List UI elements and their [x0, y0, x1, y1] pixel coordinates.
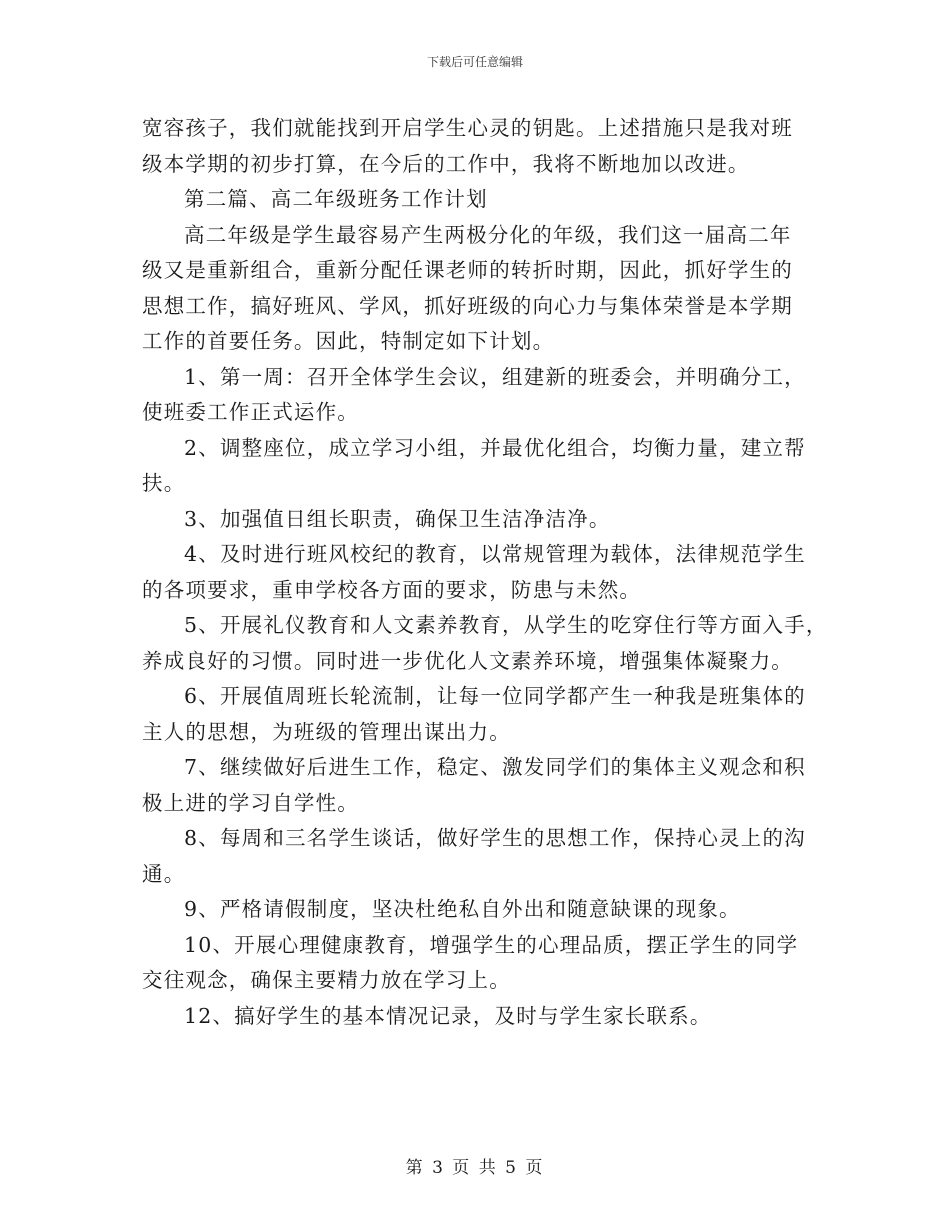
document-body: [142, 111, 832, 1034]
list-item-line: 6、开展值周班长轮流制，让每一位同学都产生一种我是班集体的: [184, 684, 806, 708]
paragraph-line: 宽容孩子，我们就能找到开启学生心灵的钥匙。上述措施只是我对班: [142, 116, 793, 140]
list-item-line: 极上进的学习自学性。: [142, 790, 359, 815]
list-item-line: 扶。: [142, 471, 186, 495]
paragraph-line: 级又是重新组合，重新分配任课老师的转折时期，因此，抓好学生的: [142, 258, 793, 282]
list-item-line: 交往观念，确保主要精力放在学习上。: [142, 968, 511, 992]
list-item-line: 10、开展心理健康教育，增强学生的心理品质，摆正学生的同学: [184, 932, 799, 957]
list-item-line: 2、调整座位，成立学习小组，并最优化组合，均衡力量，建立帮: [184, 435, 806, 460]
list-item-line: 3、加强值日组长职责，确保卫生洁净洁净。: [184, 506, 611, 531]
list-item-line: 1、第一周：召开全体学生会议，组建新的班委会，并明确分工，: [184, 364, 806, 389]
list-item-line: 使班委工作正式运作。: [142, 400, 359, 424]
paragraph-line: 高二年级是学生最容易产生两极分化的年级，我们这一届高二年: [184, 222, 792, 247]
list-item-line: 通。: [142, 861, 186, 886]
paragraph-line: 工作的首要任务。因此，特制定如下计划。: [142, 329, 555, 353]
list-item-line: 8、每周和三名学生谈话，做好学生的思想工作，保持心灵上的沟: [184, 826, 806, 850]
list-item-line: 主人的思想，为班级的管理出谋出力。: [142, 719, 511, 744]
list-item-line: 12、搞好学生的基本情况记录，及时与学生家长联系。: [184, 1003, 712, 1028]
list-item-line: 9、严格请假制度，坚决杜绝私自外出和随意缺课的现象。: [184, 897, 741, 921]
paragraph-line: 思想工作，搞好班风、学风，抓好班级的向心力与集体荣誉是本学期: [142, 293, 793, 318]
section-title: 第二篇、高二年级班务工作计划: [184, 187, 488, 211]
list-item-line: 7、继续做好后进生工作，稳定、激发同学们的集体主义观念和积: [184, 755, 806, 779]
list-item-line: 4、及时进行班风校纪的教育，以常规管理为载体，法律规范学生: [184, 542, 806, 566]
page-header: 下载后可任意编辑: [426, 55, 523, 69]
list-item-line: 养成良好的习惯。同时进一步优化人文素养环境，增强集体凝聚力。: [142, 648, 793, 673]
paragraph-line: 级本学期的初步打算，在今后的工作中，我将不断地加以改进。: [142, 151, 750, 176]
page-footer: 第 3 页 共 5 页: [405, 1158, 545, 1178]
list-item-line: 的各项要求，重申学校各方面的要求，防患与未然。: [142, 577, 642, 602]
list-item-line: 5、开展礼仪教育和人文素养教育，从学生的吃穿住行等方面入手，: [184, 613, 828, 637]
